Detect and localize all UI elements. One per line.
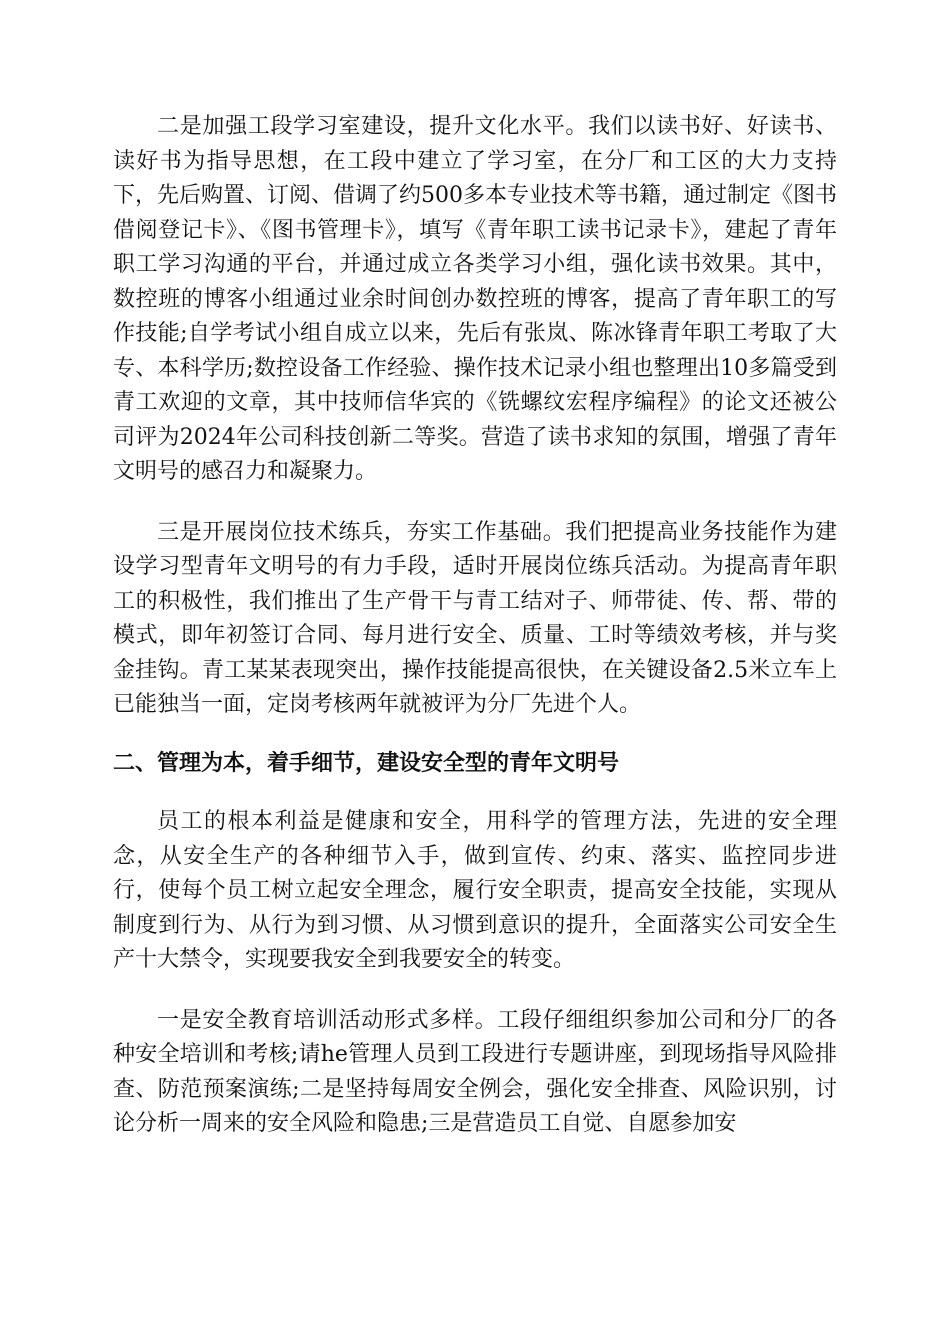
section-heading-safety: 二、管理为本，着手细节，建设安全型的青年文明号 [113, 750, 620, 776]
paragraph-safety-training: 一是安全教育培训活动形式多样。工段仔细组织参加公司和分厂的各种安全培训和考核;请he管理人员到工段进行专题讲座，到现场指导风险排查、防范预案演练;二是坚持每周安全例会，强化安全排查、风险识别，讨论分析一周来的安全风险和隐患;三是营造员工自觉、自愿参加安 [113, 1007, 837, 1136]
document-page [113, 110, 837, 1142]
paragraph-study-room: 二是加强工段学习室建设，提升文化水平。我们以读书好、好读书、读好书为指导思想，在工段中建立了学习室，在分厂和工区的大力支持下，先后购置、订阅、借调了约500多本专业技术等书籍，通过制定《图书借阅登记卡》、《图书管理卡》，填写《青年职工读书记录卡》，建起了青年职工学习沟通的平台，并通过成立各类学习小组，强化读书效果。其中，数控班的博客小组通过业余时间创办数控班的博客，提高了青年职工的写作技能;自学考试小组自成立以来，先后有张岚、陈冰锋青年职工考取了大专、本科学历;数控设备工作经验、操作技术记录小组也整理出10多篇受到青工欢迎的文章，其中技师信华宾的《铣螺纹宏程序编程》的论文还被公司评为2024年公司科技创新二等奖。营造了读书求知的氛围，增强了青年文明号的感召力和凝聚力。 [113, 114, 837, 484]
paragraph-skill-training: 三是开展岗位技术练兵，夯实工作基础。我们把提高业务技能作为建设学习型青年文明号的有力手段，适时开展岗位练兵活动。为提高青年职工的积极性，我们推出了生产骨干与青工结对子、师带徒、传、帮、带的模式，即年初签订合同、每月进行安全、质量、工时等绩效考核，并与奖金挂钩。青工某某表现突出，操作技能提高很快，在关键设备2.5米立车上已能独当一面，定岗考核两年就被评为分厂先进个人。 [113, 519, 837, 717]
paragraph-safety-intro: 员工的根本利益是健康和安全，用科学的管理方法，先进的安全理念，从安全生产的各种细节入手，做到宣传、约束、落实、监控同步进行，使每个员工树立起安全理念，履行安全职责，提高安全技能，实现从制度到行为、从行为到习惯、从习惯到意识的提升，全面落实公司安全生产十大禁令，实现要我安全到我要安全的转变。 [113, 809, 837, 972]
